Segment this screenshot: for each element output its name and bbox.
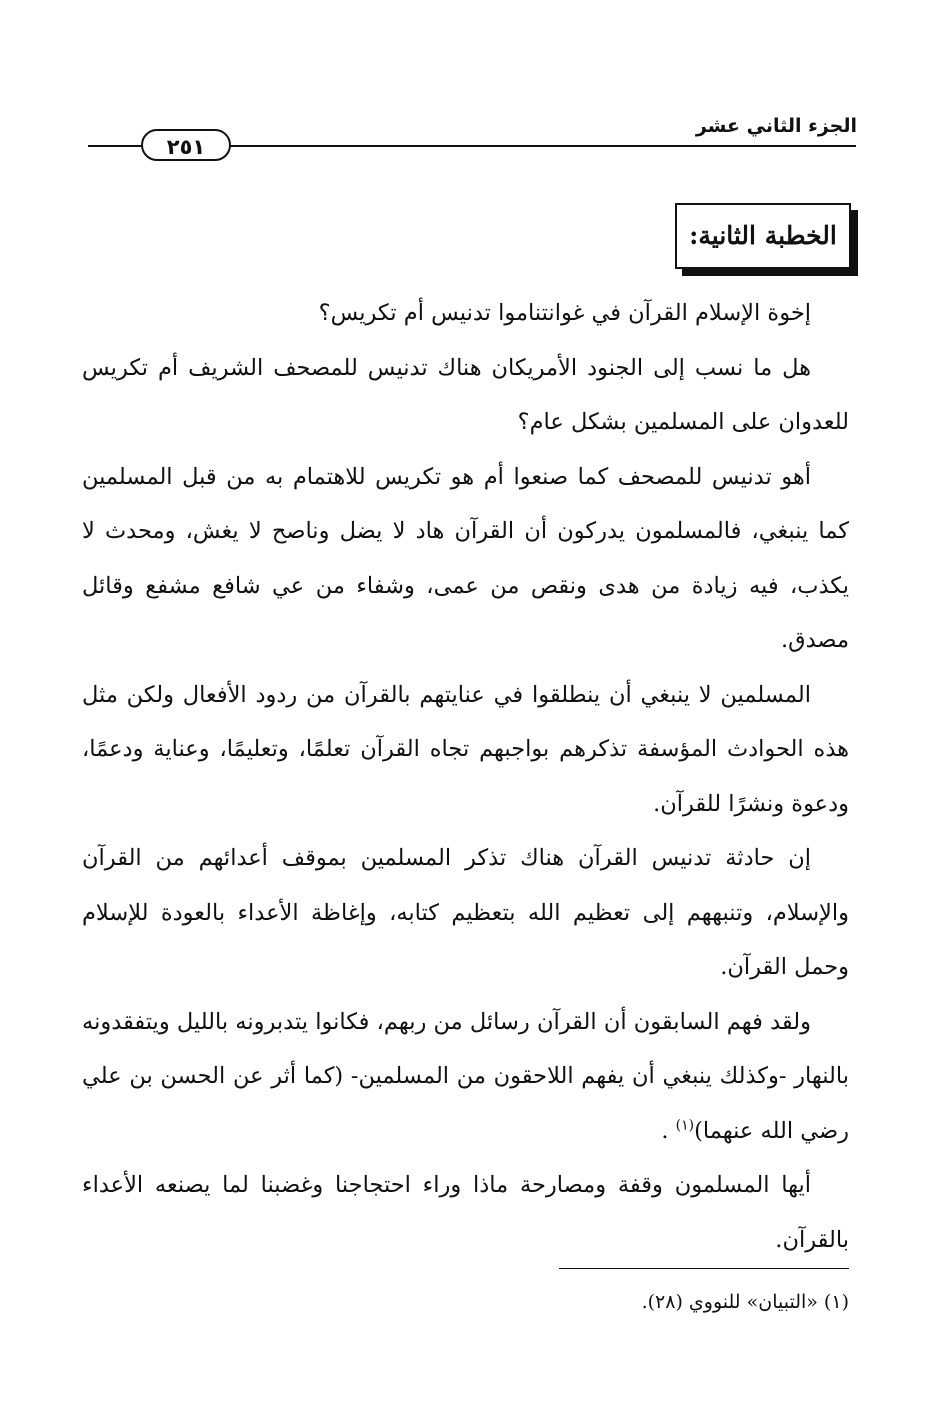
footnote: (١) «التبيان» للنووي (٢٨). xyxy=(641,1291,849,1313)
paragraph: هل ما نسب إلى الجنود الأمريكان هناك تدنيس للمصحف الشريف أم تكريس للعدوان على المسلمين بشكل عام؟ xyxy=(82,354,849,435)
paragraph: إن حادثة تدنيس القرآن هناك تذكر المسلمين بموقف أعدائهم من القرآن والإسلام، وتنبههم إلى تعظيم الله بتعظيم كتابه، وإغاظة الأعداء بالعودة للإسلام وحمل القرآن. xyxy=(82,845,849,980)
paragraph-text: ولقد فهم السابقون أن القرآن رسائل من ربهم، فكانوا يتدبرونه بالليل ويتفقدونه بالنهار -وكذلك ينبغي أن يفهم اللاحقون من المسلمين- (كما أثر عن الحسن بن علي رضي الله عنهما) xyxy=(82,1008,849,1144)
footnote-reference[interactable]: (١) xyxy=(675,1117,695,1133)
paragraph: أهو تدنيس للمصحف كما صنعوا أم هو تكريس للاهتمام به من قبل المسلمين كما ينبغي، فالمسلمون يدركون أن القرآن هاد لا يضل وناصح لا يغش، ومحدث لا يكذب، فيه زيادة من هدى ونقص من عمى، وشفاء من عي شافع مشفع وقائل مصدق. xyxy=(82,463,849,653)
paragraph: إخوة الإسلام القرآن في غوانتناموا تدنيس أم تكريس؟ xyxy=(318,300,811,326)
paragraph: المسلمين لا ينبغي أن ينطلقوا في عنايتهم بالقرآن من ردود الأفعال ولكن مثل هذه الحوادث المؤسفة تذكرهم بواجبهم تجاه القرآن تعلمًا، وتعليمًا، وعناية ودعمًا، ودعوة ونشرًا للقرآن. xyxy=(82,681,849,817)
paragraph xyxy=(82,995,849,1159)
section-heading-box: الخطبة الثانية: xyxy=(675,203,851,269)
running-header-title: الجزء الثاني عشر xyxy=(695,115,857,137)
page-number-badge: ٢٥١ xyxy=(141,129,231,161)
body-text xyxy=(82,286,849,1267)
paragraph-end-mark: . xyxy=(661,1117,669,1144)
paragraph: أيها المسلمون وقفة ومصارحة ماذا وراء احتجاجنا وغضبنا لما يصنعه الأعداء بالقرآن. xyxy=(82,1172,849,1253)
footnote-rule xyxy=(559,1268,849,1269)
